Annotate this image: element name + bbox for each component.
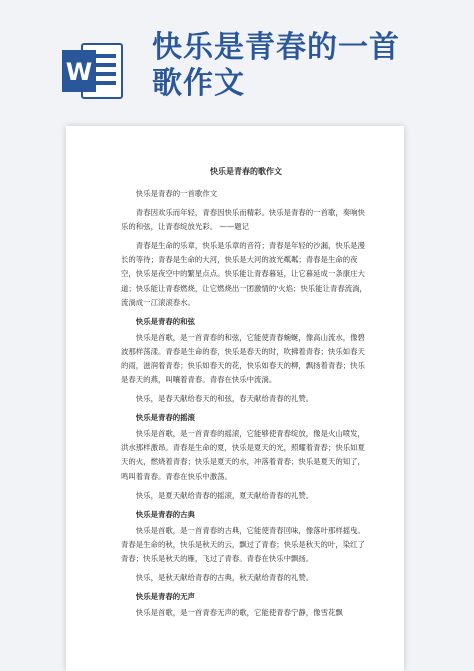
paragraph: 快乐，是夏天献给青春的摇滚，夏天献给青春的礼赞。 — [135, 490, 314, 500]
section-heading: 快乐是青春的和弦 — [135, 316, 195, 326]
paragraph: 青春是生命的乐章，快乐是乐章的音符；青春是年轻的沙漏，快乐是漫长的等待；青春是生命的大河，快乐是大河的波光粼粼；青春是生命的夜空，快乐是夜空中的繁星点点。快乐能让青春暮延，让它暮延成一条康庄大道；快乐能让青春燃烧，让它燃烧出一团激情的'火焰；快乐能让青春流淌，流淌成一江滚滚春水。 — [121, 241, 367, 307]
paragraph: 快乐是首歌，是一首青春的和弦，它能使青春蜿蜒，像高山流水，像碧波那样荡漾。青春是生命的春，快乐是春天的时，吹拂着青春；快乐如春天的雨，滋润着青春；快乐如春天的花，快乐如春天的柳，飘扬着青春；快乐是春天的燕，叫嚷着青春。青春在快乐中流淌。 — [121, 332, 365, 385]
document-paragraphs — [121, 187, 371, 620]
document-body — [121, 166, 371, 625]
banner — [0, 0, 474, 130]
paragraph: 快乐是首歌，是一首青春无声的歌，它能使青春宁静，像雪花飘 — [135, 608, 343, 618]
paragraph: 快乐是首歌，是一首青春的古典，它能使青春回味，像落叶那样摇曳。青春是生命的秋，快乐是秋天的云，飘过了青春；快乐是秋天的叶，染红了青春；快乐是秋天的雁，飞过了青春。青春在快乐中飘扬。 — [121, 525, 365, 563]
section-heading: 快乐是青春的古典 — [135, 509, 195, 519]
paragraph: 快乐是青春的一首歌作文 — [135, 189, 218, 198]
paragraph: 快乐是首歌，是一首青春的摇滚，它能够使青春绽放，像是火山喷发，洪水那样激昂。青春是生命的夏，快乐是夏天的光，照耀着青春；快乐如夏天的火，燃烧着青春；快乐是夏天的水，冲落着青春；快乐是夏天的知了，鸣叫着青春。青春在快乐中激荡。 — [121, 429, 365, 481]
paragraph: 快乐，是秋天献给青春的古典，秋天献给青春的礼赞。 — [135, 572, 314, 582]
section-heading: 快乐是青春的无声 — [135, 592, 195, 602]
word-icon-letter: W — [65, 58, 93, 86]
page-title-line-2: 歌作文 — [152, 66, 245, 101]
document-title: 快乐是青春的歌作文 — [210, 167, 282, 176]
paragraph: 快乐，是春天献给春天的和弦，春天献给青春的礼赞。 — [135, 394, 314, 404]
section-heading: 快乐是青春的摇滚 — [135, 413, 195, 423]
document-page — [66, 126, 404, 671]
paragraph: 青春因欢乐而年轻，青春因快乐而精彩。快乐是青春的一首歌，奏响快乐的和弦，让青春绽放光彩。 ——题记 — [121, 208, 365, 232]
page-title-line-1: 快乐是青春的一首 — [152, 30, 400, 65]
word-doc-icon — [60, 38, 126, 104]
